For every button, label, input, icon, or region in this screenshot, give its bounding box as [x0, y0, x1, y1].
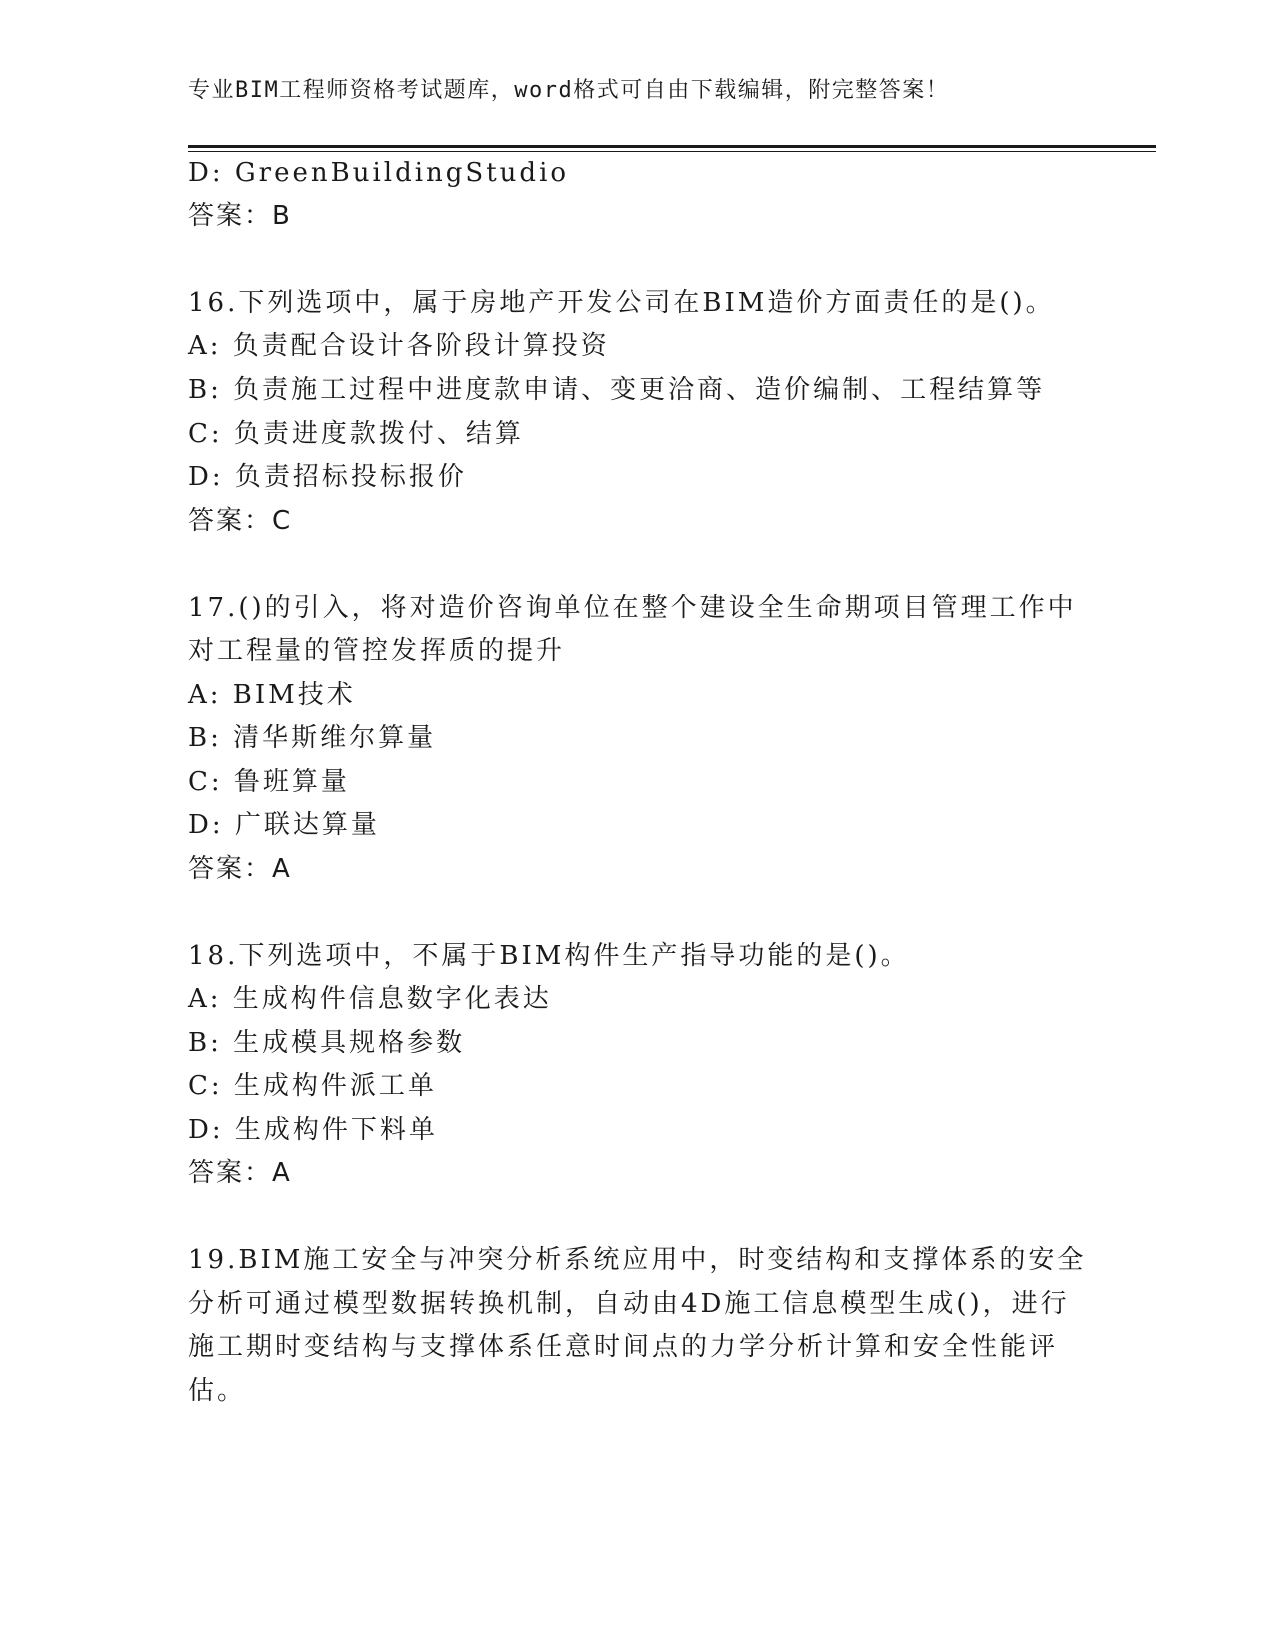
q17-option-a: A: BIM技术	[188, 680, 356, 710]
q16-option-c: C: 负责进度款拨付、结算	[188, 419, 524, 449]
q17-answer: 答案：A	[188, 854, 292, 884]
page-header: 专业BIM工程师资格考试题库，word格式可自由下载编辑，附完整答案！	[188, 78, 950, 103]
q18-option-a: A: 生成构件信息数字化表达	[188, 984, 552, 1014]
q16-option-b: B: 负责施工过程中进度款申请、变更洽商、造价编制、工程结算等	[188, 375, 1046, 405]
q18-option-b: B: 生成模具规格参数	[188, 1028, 466, 1058]
q19-stem-line-2: 分析可通过模型数据转换机制，自动由4D施工信息模型生成()，进行	[188, 1289, 1070, 1319]
q18-option-c: C: 生成构件派工单	[188, 1071, 437, 1101]
q16-answer: 答案：C	[188, 506, 293, 536]
q17-stem-line-2: 对工程量的管控发挥质的提升	[188, 636, 566, 666]
q16-option-a: A: 负责配合设计各阶段计算投资	[188, 331, 610, 361]
q15-option-d: D: GreenBuildingStudio	[188, 158, 570, 188]
q17-option-d: D: 广联达算量	[188, 810, 380, 840]
q19-stem-line-4: 估。	[188, 1376, 247, 1406]
header-rule-thick	[188, 145, 1156, 148]
q17-stem-line-1: 17.()的引入，将对造价咨询单位在整个建设全生命期项目管理工作中	[188, 593, 1077, 623]
q18-option-d: D: 生成构件下料单	[188, 1115, 438, 1145]
q16-option-d: D: 负责招标投标报价	[188, 462, 467, 492]
q19-stem-line-1: 19.BIM施工安全与冲突分析系统应用中，时变结构和支撑体系的安全	[188, 1245, 1087, 1275]
q17-option-b: B: 清华斯维尔算量	[188, 723, 437, 753]
q19-stem-line-3: 施工期时变结构与支撑体系任意时间点的力学分析计算和安全性能评	[188, 1332, 1059, 1362]
q18-stem: 18.下列选项中，不属于BIM构件生产指导功能的是()。	[188, 941, 910, 971]
q16-stem: 16.下列选项中，属于房地产开发公司在BIM造价方面责任的是()。	[188, 288, 1055, 318]
q15-answer: 答案：B	[188, 201, 292, 231]
header-rule-thin	[188, 151, 1156, 152]
q18-answer: 答案：A	[188, 1158, 292, 1188]
q17-option-c: C: 鲁班算量	[188, 767, 350, 797]
